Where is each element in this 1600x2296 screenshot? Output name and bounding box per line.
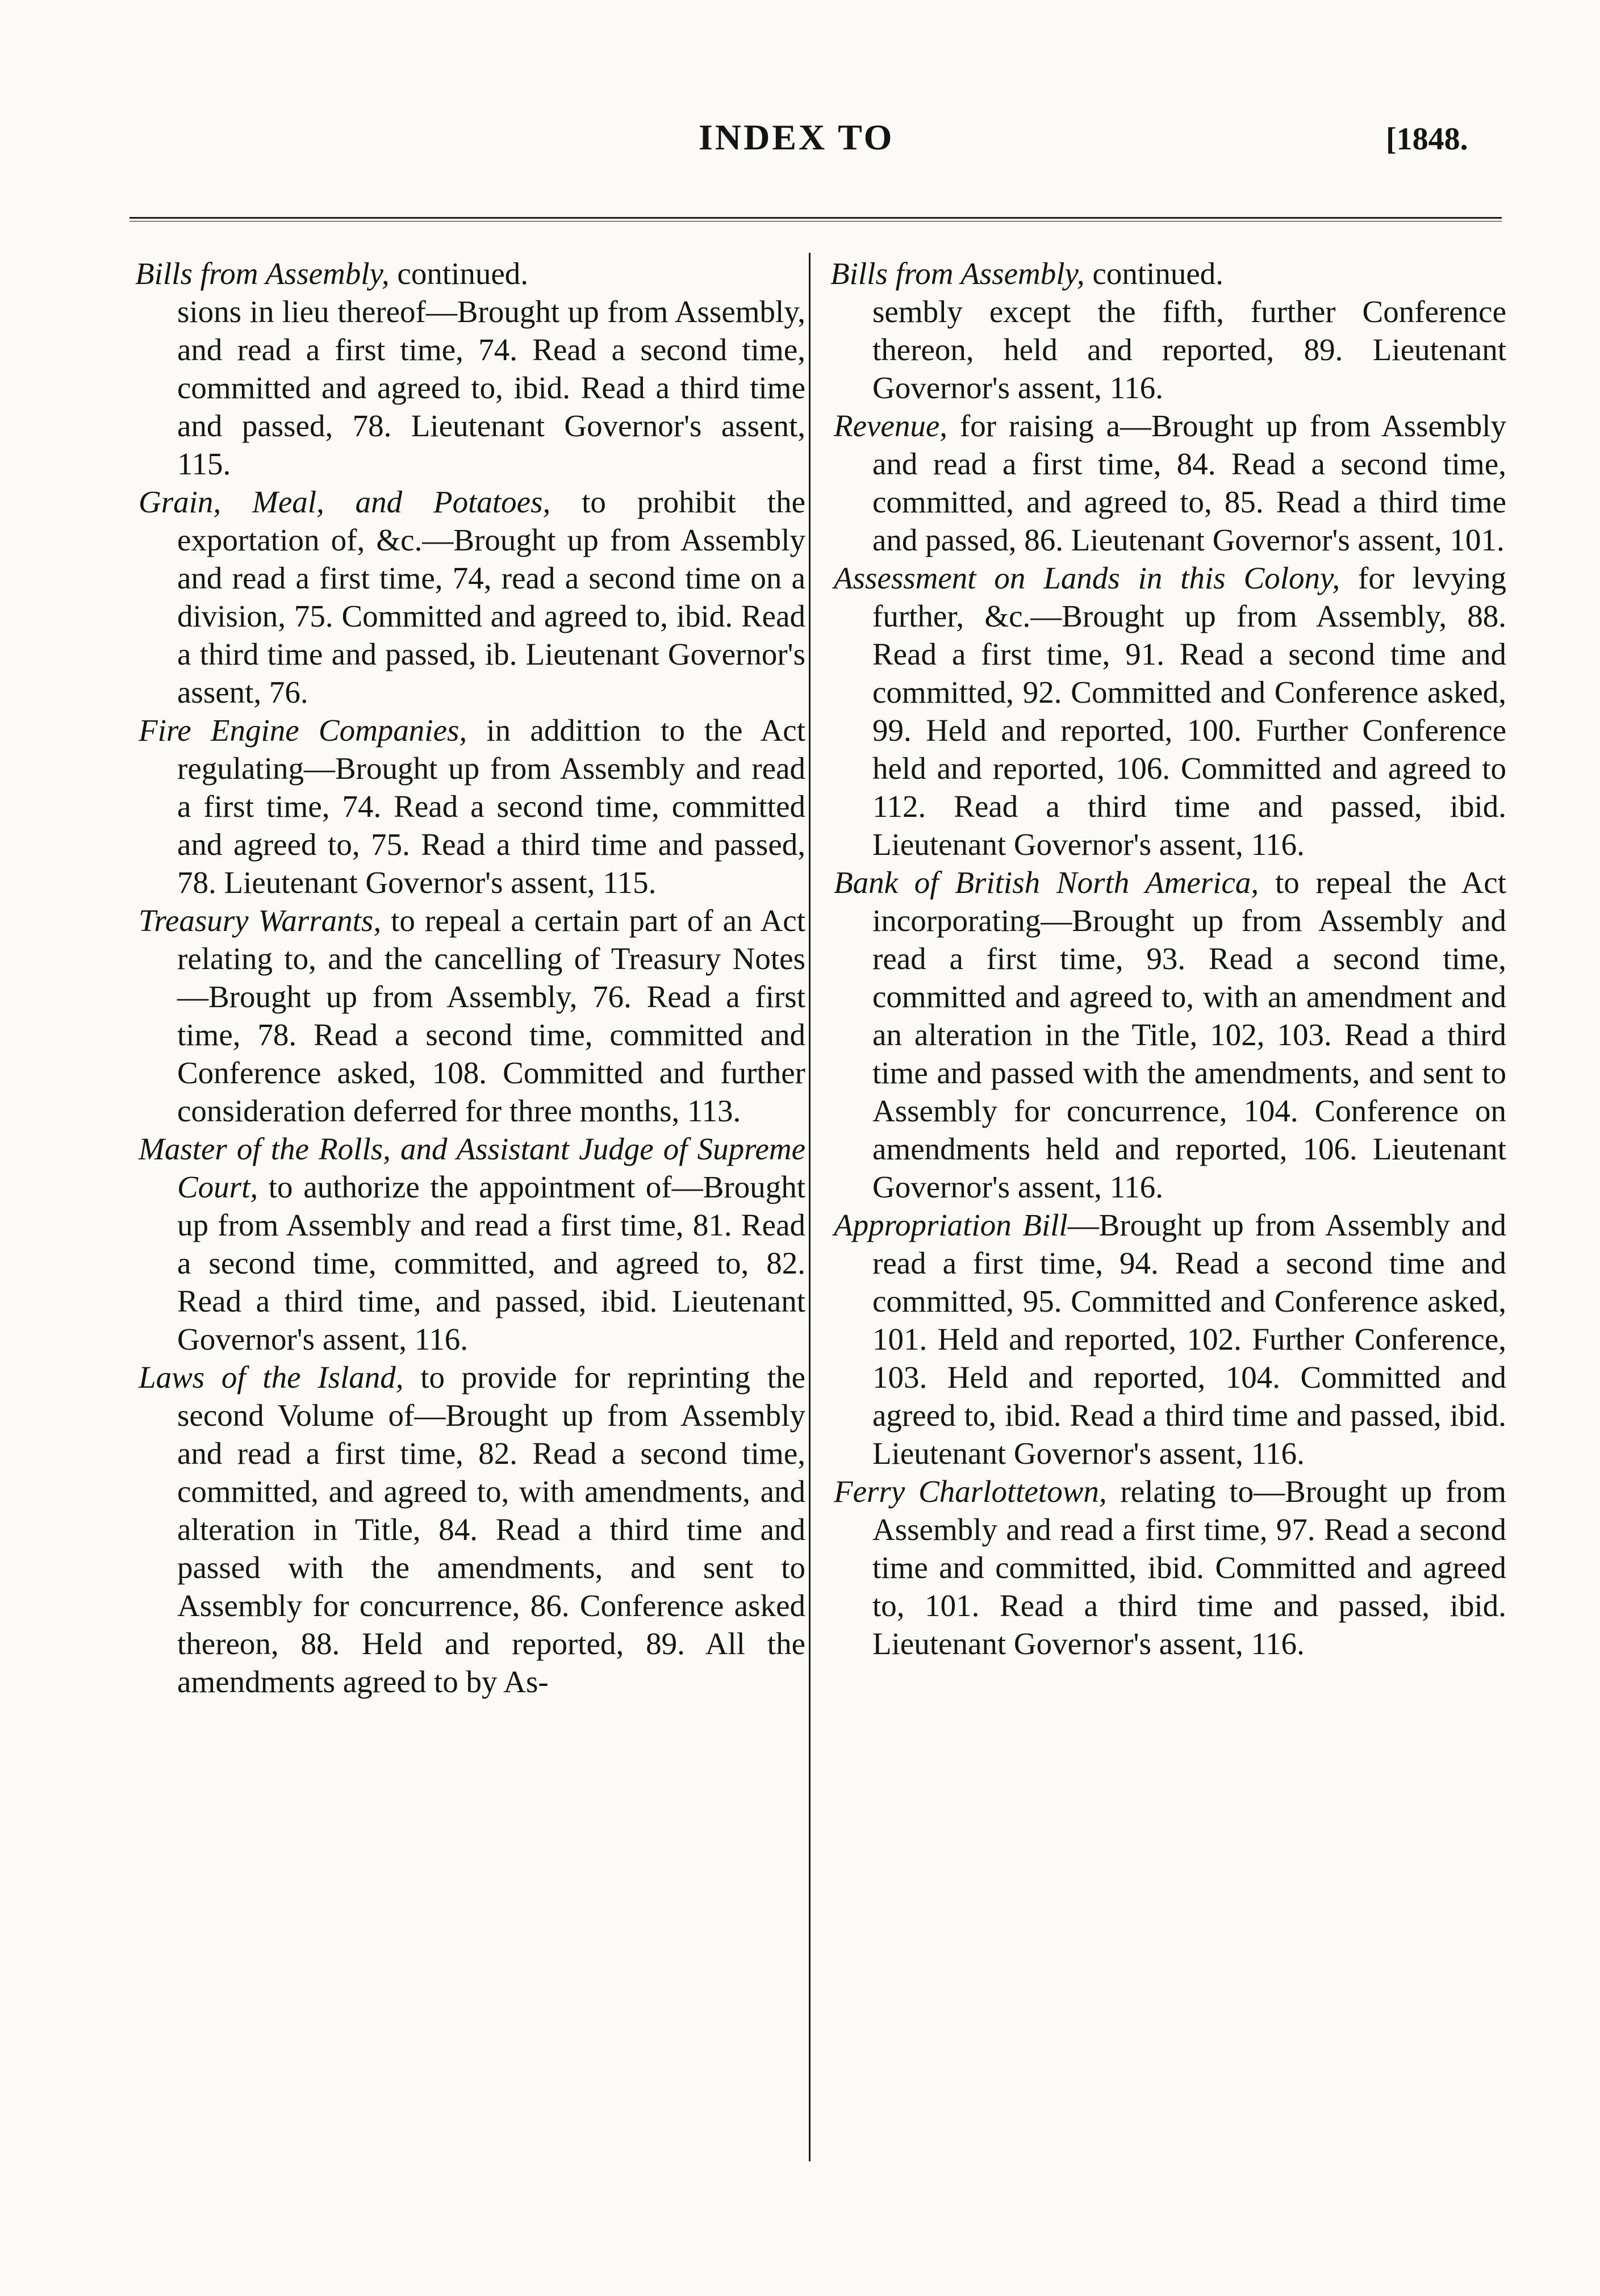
continued-heading [135, 254, 805, 293]
page-header [0, 0, 1600, 193]
entry-text: for raising a—Brought up from Assembly and read a first time, 84. Read a second time, committed, and agreed to, 85. Read a third time and passed, 86. Lieutenant Governor's assent, 101. [872, 408, 1506, 557]
entry-text: relating to—Brought up from Assembly and read a first time, 97. Read a second time and committed, ibid. Committed and agreed to, 101. Read a third time and passed, ibid. Lieutenant Governor's assent, 116. [872, 1474, 1506, 1661]
entry-text: to prohibit the exportation of, &c.—Brought up from Assembly and read a first time, 74, read a second time on a division, 75. Committed and agreed to, ibid. Read a third time and passed, ib. Lieutenant Governor's assent, 76. [177, 485, 805, 709]
entry-heading: Fire Engine Companies, [139, 713, 467, 748]
index-entry [830, 407, 1506, 559]
entry-heading: Appropriation Bill [834, 1208, 1068, 1242]
carryover-text: sions in lieu thereof—Brought up from Assembly, and read a first time, 74. Read a second time, committed and agreed to, ibid. Read a third time and passed, 78. Lieutenant Governor's assent, 115. [177, 294, 805, 481]
entry-text: to authorize the appointment of—Brought up from Assembly and read a first time, 81. Read a second time, committed, and agreed to, 82. Read a third time, and passed, ibid. Lieutenant Governor's assent, 116. [177, 1170, 805, 1356]
continued-heading-title: Bills from Assembly, [135, 256, 390, 291]
index-entry [135, 901, 805, 1130]
index-entry [830, 863, 1506, 1206]
entry-heading: Treasury Warrants, [139, 903, 382, 938]
entry-text: for levying further, &c.—Brought up from Assembly, 88. Read a first time, 91. Read a second time and committed, 92. Committed and Conference asked, 99. Held and reported, 100. Further Conference held and reported, 106. Committed and agreed to 112. Read a third time and passed, ibid. Lieutenant Governor's assent, 116. [872, 561, 1506, 862]
entry-text: to provide for reprinting the second Volume of—Brought up from Assembly and read a first time, 82. Read a second time, committed, and agreed to, with amendments, and alteration in Title, 84. Read a third time and passed with the amendments, and sent to Assembly for concurrence, 86. Conference asked thereon, 88. Held and reported, 89. All the amendments agreed to by As- [177, 1360, 805, 1699]
header-rule [129, 217, 1502, 222]
entry-text: to repeal the Act incorporating—Brought up from Assembly and read a first time, 93. Read a second time, committed and agreed to, with an amendment and an alteration in the Title, 102, 103. Read a third time and passed with the amendments, and sent to Assembly for concurrence, 104. Conference on amendments held and reported, 106. Lieutenant Governor's assent, 116. [872, 865, 1507, 1204]
index-entry [135, 711, 805, 901]
continued-label: continued. [389, 256, 529, 291]
entry-heading: Revenue, [834, 408, 947, 443]
right-column [830, 254, 1506, 1663]
entry-heading: Laws of the Island, [139, 1360, 404, 1395]
index-entry [830, 559, 1506, 863]
entry-heading: Bank of British North America, [834, 865, 1259, 900]
page-year: [1848. [1386, 122, 1468, 157]
index-entry [135, 483, 805, 711]
index-entry [830, 1206, 1506, 1472]
index-entry [830, 1472, 1506, 1663]
entry-heading: Ferry Charlottetown, [834, 1474, 1107, 1509]
entry-text: —Brought up from Assembly and read a first time, 94. Read a second time and committed, 95. Committed and Conference asked, 101. Held and reported, 102. Further Conference, 103. Held and reported, 104. Committed and agreed to, ibid. Read a third time and passed, ibid. Lieutenant Governor's assent, 116. [872, 1208, 1506, 1471]
entry-heading: Master of the Rolls, and Assistant Judge of Supreme Court, [139, 1132, 805, 1204]
running-title: INDEX TO [699, 117, 895, 157]
entry-heading: Assessment on Lands in this Colony, [834, 561, 1340, 595]
index-entry [135, 1130, 805, 1358]
entry-text: in addittion to the Act regulating—Brought up from Assembly and read a first time, 74. Read a second time, committed and agreed to, 75. Read a third time and passed, 78. Lieutenant Governor's assent, 115. [177, 713, 805, 900]
carryover-text: sembly except the fifth, further Conference thereon, held and reported, 89. Lieutenant Governor's assent, 116. [872, 294, 1506, 405]
entry-text: to repeal a certain part of an Act relating to, and the cancelling of Treasury Notes—Brought up from Assembly, 76. Read a first time, 78. Read a second time, committed and Conference asked, 108. Committed and further consideration deferred for three months, 113. [177, 903, 805, 1128]
continued-label: continued. [1084, 256, 1224, 291]
continued-heading [830, 254, 1506, 293]
entry-heading: Grain, Meal, and Potatoes, [139, 485, 551, 519]
column-divider [809, 253, 811, 2161]
continued-heading-title: Bills from Assembly, [830, 256, 1085, 291]
index-entry [135, 1358, 805, 1701]
left-column [135, 254, 805, 1701]
